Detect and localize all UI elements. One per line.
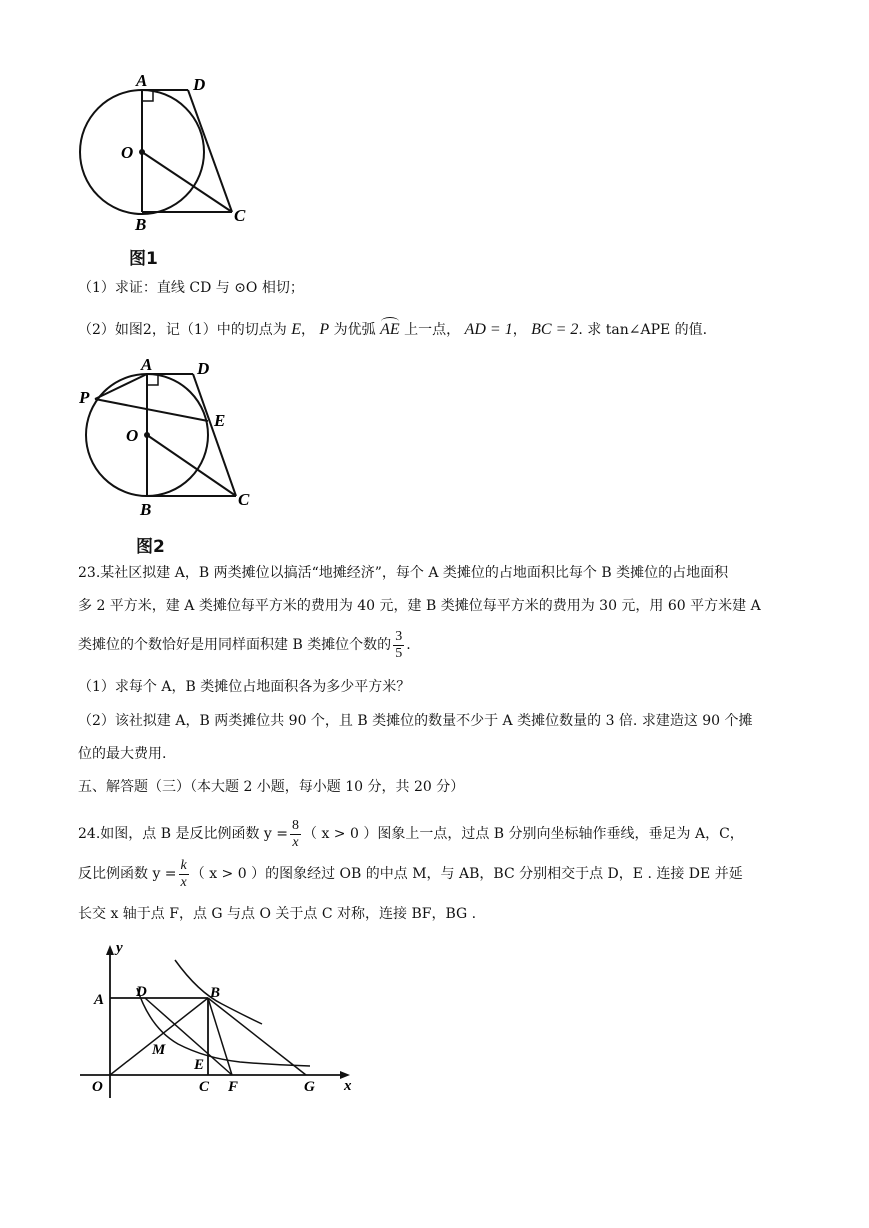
label-a: A — [94, 992, 105, 1008]
q22-ad-value: AD = 1 — [464, 321, 513, 338]
label-y: y — [116, 940, 123, 956]
q22-part2-text-5: ， — [512, 322, 527, 338]
label-e: E — [194, 1057, 205, 1073]
label-b: B — [135, 215, 147, 234]
label-o: O — [126, 426, 139, 445]
center-dot — [139, 149, 145, 155]
segment-oc — [147, 435, 236, 496]
q23-part2-a: （2）该社拟建 A，B 两类摊位共 90 个，且 B 类摊位的数量不少于 A 类摊位数量的 3 倍. 求建造这 90 个摊 — [78, 713, 753, 729]
label-d: D — [197, 359, 210, 378]
segment-pe — [95, 399, 208, 421]
q24-line-1 — [78, 815, 744, 853]
label-c: C — [199, 1079, 210, 1095]
q23-line-2: 多 2 平方米，建 A 类摊位每平方米的费用为 40 元，建 B 类摊位每平方米的费用为 30 元，用 60 平方米建 A — [78, 598, 761, 614]
q24-line-1-text-a: 24.如图，点 B 是反比例函数 y = — [78, 826, 288, 842]
q22-part2-text-1: （2）如图2，记（1）中的切点为 — [78, 322, 287, 338]
label-e: E — [214, 411, 226, 430]
y-axis-arrow — [106, 945, 114, 955]
figure-3-coordinate-diagram — [75, 935, 365, 1105]
q23-fraction — [393, 629, 404, 662]
q24-line-2-text-b: （ x > 0 ）的图象经过 OB 的中点 M，与 AB，BC 分别相交于点 D，E . 连接 DE 并延 — [190, 866, 743, 882]
q24-line-3: 长交 x 轴于点 F，点 G 与点 O 关于点 C 对称，连接 BF，BG . — [78, 906, 477, 922]
label-o: O — [121, 143, 134, 162]
q23-part1: （1）求每个 A，B 类摊位占地面积各为多少平方米？ — [78, 679, 411, 695]
label-c: C — [234, 206, 246, 225]
q22-bc-value: BC = 2 — [531, 321, 579, 338]
segment-oc — [142, 152, 232, 212]
figure-2-caption: 图2 — [136, 537, 165, 557]
q22-part1: （1）求证：直线 CD 与 ⊙O 相切； — [78, 280, 304, 296]
q24-line-2 — [78, 855, 743, 893]
label-b: B — [140, 500, 152, 519]
label-d: D — [193, 75, 206, 94]
q24-fraction-2-num: k — [180, 857, 187, 873]
q22-part2-text-4: 上一点， — [404, 322, 461, 338]
label-a: A — [136, 71, 148, 90]
label-x: x — [344, 1078, 352, 1094]
q23-line-1: 23.某社区拟建 A，B 两类摊位以搞活“地摊经济”，每个 A 类摊位的占地面积比每个 B 类摊位的占地面积 — [78, 565, 729, 581]
q22-var-p: P — [319, 321, 330, 338]
label-a: A — [141, 355, 153, 374]
q22-part2-text-6: . 求 tan∠APE 的值. — [578, 322, 708, 338]
q24-fraction-1 — [290, 818, 301, 851]
q24-fraction-1-den: x — [292, 834, 299, 850]
q24-fraction-2 — [179, 858, 189, 891]
q22-var-e: E — [291, 321, 301, 338]
label-o: O — [92, 1079, 103, 1095]
q23-line-3-text: 类摊位的个数恰好是用同样面积建 B 类摊位个数的 — [78, 637, 392, 653]
q23-line-3-end: . — [406, 637, 411, 653]
q22-arc-ae: AE — [380, 321, 400, 338]
label-m: M — [152, 1042, 166, 1058]
segment-dc — [193, 374, 236, 496]
q22-part2 — [78, 320, 707, 340]
q22-part2-text-3: 为优弧 — [333, 322, 376, 338]
q24-fraction-1-num: 8 — [292, 817, 299, 833]
q24-line-1-text-b: （ x > 0 ）图象上一点，过点 B 分别向坐标轴作垂线，垂足为 A，C， — [303, 826, 744, 842]
label-c: C — [238, 490, 250, 509]
q22-part2-text-2: ， — [300, 322, 315, 338]
label-b: B — [210, 985, 221, 1001]
q24-line-2-text-a: 反比例函数 y = — [78, 866, 177, 882]
label-d: D — [136, 984, 147, 1000]
label-g: G — [304, 1079, 315, 1095]
segment-dc — [188, 90, 232, 212]
q23-part2-b: 位的最大费用. — [78, 746, 167, 762]
label-p: P — [79, 388, 90, 407]
q23-fraction-den: 5 — [395, 645, 403, 661]
q24-fraction-2-den: x — [180, 874, 187, 890]
center-dot — [144, 432, 150, 438]
label-f: F — [228, 1079, 239, 1095]
figure-1-caption: 图1 — [129, 249, 158, 269]
section-5-heading: 五、解答题（三）（本大题 2 小题，每小题 10 分，共 20 分） — [78, 779, 465, 795]
figure-2-circle-tangent — [72, 350, 262, 525]
q23-line-3 — [78, 628, 411, 662]
figure-1-circle-tangent — [70, 70, 260, 240]
segment-pa — [95, 374, 147, 399]
q23-fraction-num: 3 — [395, 628, 403, 644]
